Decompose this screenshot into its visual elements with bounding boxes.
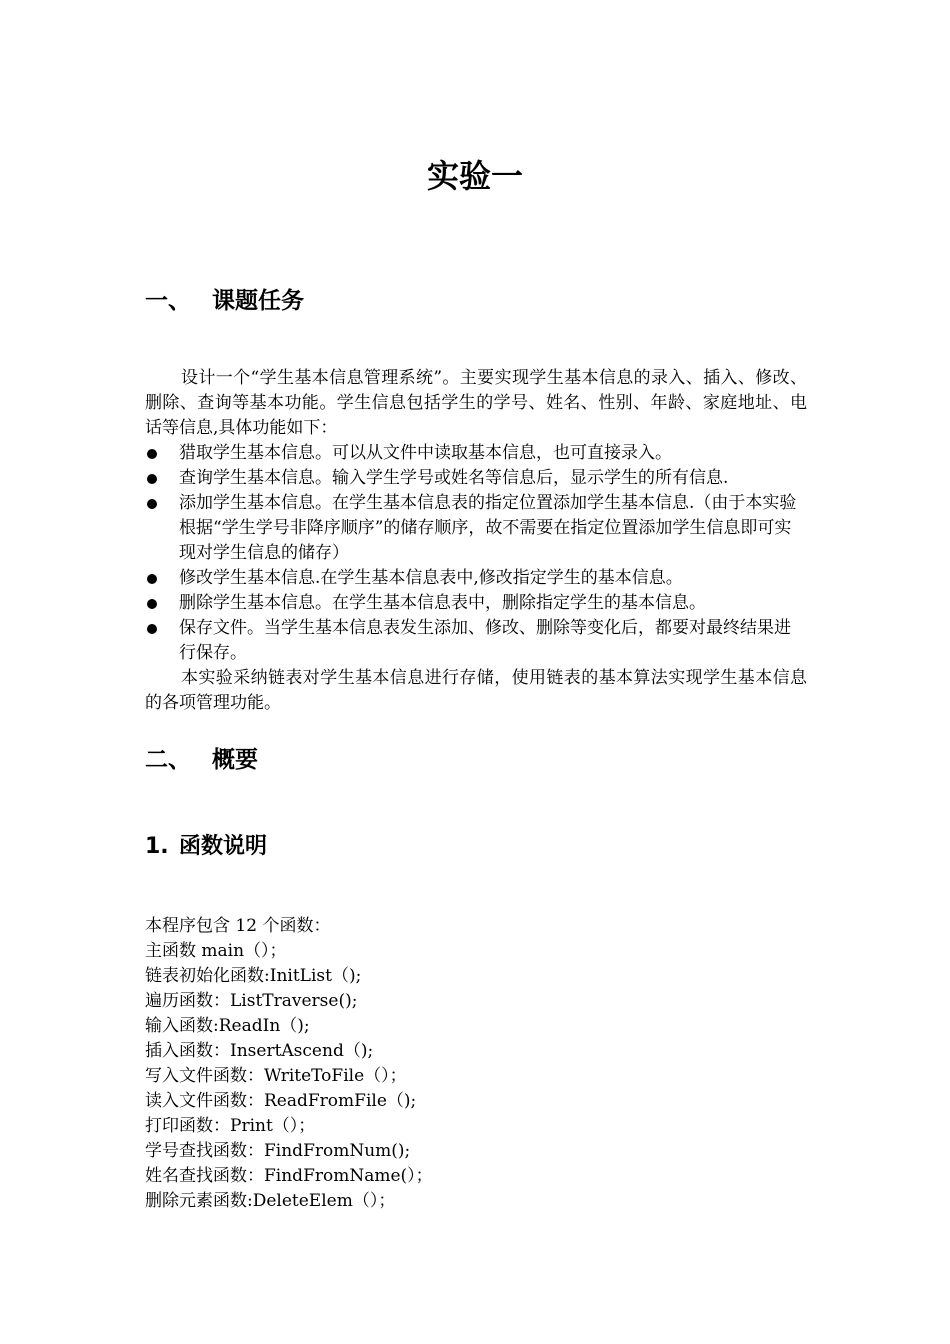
bullet-icon <box>147 599 157 609</box>
list-item: 插入函数：InsertAscend（); <box>145 1041 374 1061</box>
bullet-icon <box>147 574 157 584</box>
section-number: 一、 <box>145 288 191 314</box>
section-heading-task <box>145 284 304 318</box>
document-title: 实验一 <box>426 157 523 195</box>
subsection-title: 函数说明 <box>179 834 268 859</box>
closing-paragraph: 本实验采纳链表对学生基本信息进行存储，使用链表的基本算法实现学生基本信息的各项管理功能。 <box>145 668 807 713</box>
section-number: 二、 <box>145 747 191 773</box>
list-item: 链表初始化函数:InitList（); <box>145 966 362 986</box>
list-item: 删除元素函数:DeleteElem（）； <box>145 1191 396 1211</box>
list-item: 遍历函数：ListTraverse(); <box>145 991 358 1011</box>
task-body <box>145 366 807 716</box>
list-item: 本程序包含 12 个函数： <box>145 916 331 936</box>
list-item: 修改学生基本信息.在学生基本信息表中,修改指定学生的基本信息。 <box>145 566 807 591</box>
feature-list <box>145 441 807 666</box>
list-item: 输入函数:ReadIn（); <box>145 1016 310 1036</box>
list-item: 查询学生基本信息。输入学生学号或姓名等信息后，显示学生的所有信息. <box>145 466 807 491</box>
bullet-icon <box>147 474 157 484</box>
list-item: 姓名查找函数：FindFromName(）； <box>145 1166 433 1186</box>
subsection-heading-functions <box>145 831 267 863</box>
bullet-icon <box>147 624 157 634</box>
section-title: 概要 <box>212 747 258 773</box>
intro-paragraph: 设计一个“学生基本信息管理系统”。主要实现学生基本信息的录入、插入、修改、删除、查询等基本功能。学生信息包括学生的学号、姓名、性别、年龄、家庭地址、电话等信息,具体功能如下： <box>145 368 807 438</box>
list-item: 猎取学生基本信息。可以从文件中读取基本信息，也可直接录入。 <box>145 441 807 466</box>
list-item: 写入文件函数：WriteToFile（）； <box>145 1066 407 1086</box>
list-item: 学号查找函数：FindFromNum(); <box>145 1141 411 1161</box>
list-item: 添加学生基本信息。在学生基本信息表的指定位置添加学生基本信息.（由于本实验根据“学生学号非降序顺序”的储存顺序，故不需要在指定位置添加学生信息即可实现对学生信息的储存） <box>145 491 807 566</box>
bullet-icon <box>147 499 157 509</box>
section-heading-summary <box>145 743 258 777</box>
list-item: 删除学生基本信息。在学生基本信息表中，删除指定学生的基本信息。 <box>145 591 807 616</box>
subsection-number: 1. <box>145 834 169 859</box>
bullet-icon <box>147 449 157 459</box>
section-title: 课题任务 <box>212 288 304 314</box>
list-item: 主函数 main（）； <box>145 941 287 961</box>
list-item: 打印函数：Print（）； <box>145 1116 316 1136</box>
function-list <box>145 914 433 1214</box>
list-item: 读入文件函数：ReadFromFile（); <box>145 1091 417 1111</box>
list-item: 保存文件。当学生基本信息表发生添加、修改、删除等变化后，都要对最终结果进行保存。 <box>145 616 807 666</box>
